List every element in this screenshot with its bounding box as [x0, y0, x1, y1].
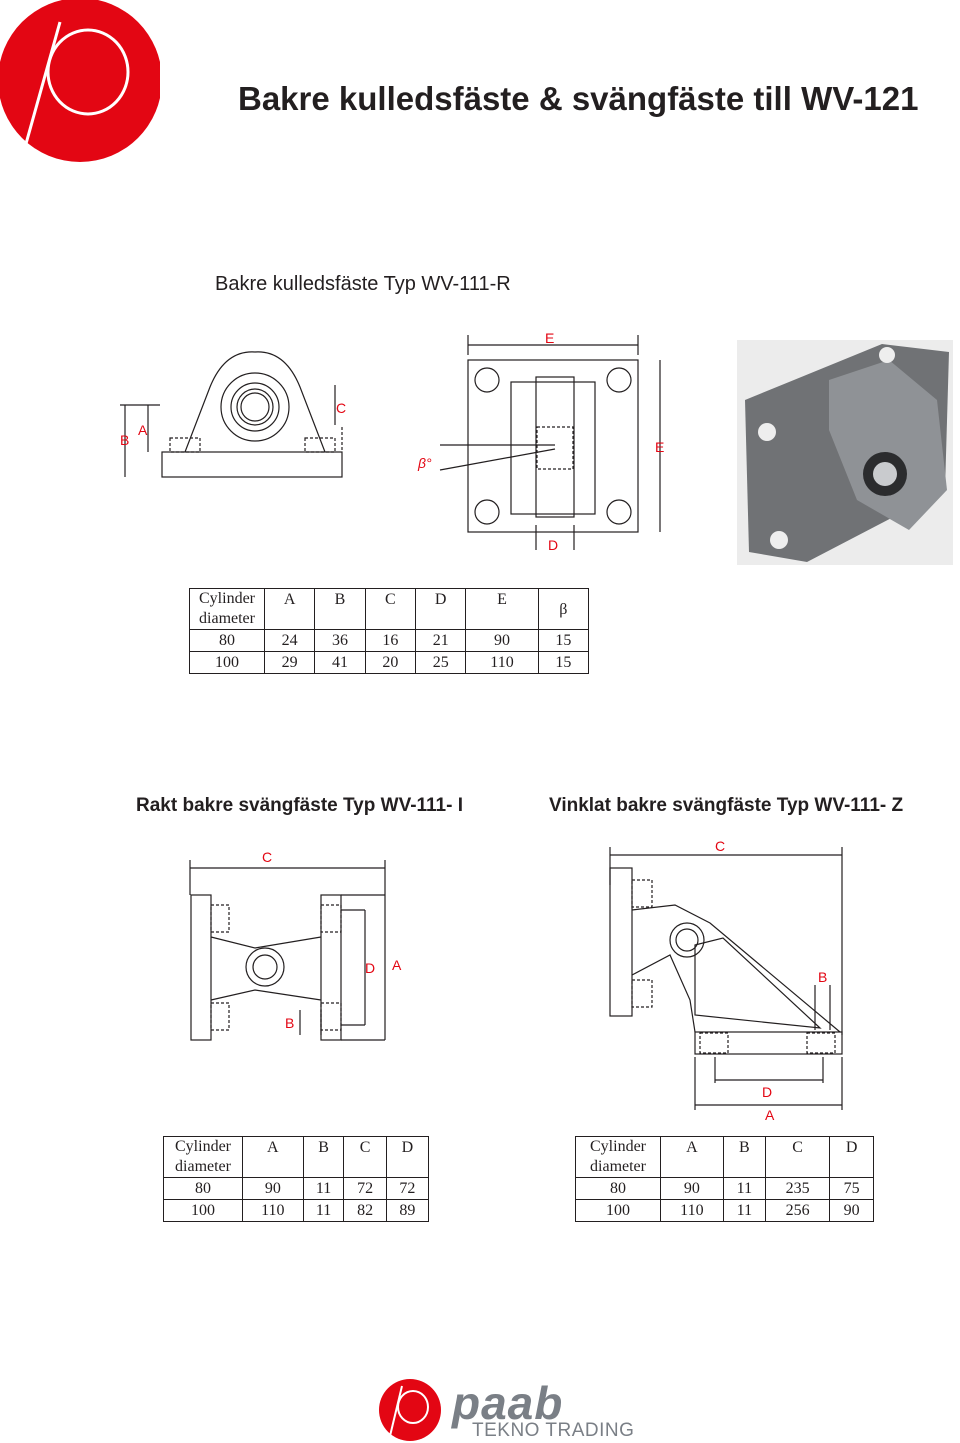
- bracket-photo: [737, 340, 953, 565]
- table-cell: 11: [723, 1200, 765, 1222]
- header-cylinder: Cylinder: [199, 590, 255, 607]
- dim-label-d: D: [762, 1084, 773, 1100]
- table-row: [164, 1200, 429, 1222]
- dim-label-beta: β°: [418, 455, 432, 471]
- table-row: [190, 652, 589, 674]
- table-cell: 15: [538, 630, 588, 652]
- header-cylinder: Cylinder: [175, 1138, 231, 1155]
- dim-label-b: B: [285, 1015, 295, 1031]
- table-cell: 110: [243, 1200, 304, 1222]
- angled-swivel-drawing: [595, 835, 865, 1125]
- dim-label-c: C: [262, 849, 273, 865]
- table-cell: 90: [243, 1178, 304, 1200]
- dim-label-b: B: [818, 969, 828, 985]
- table-row: [190, 630, 589, 652]
- dim-label-a: A: [392, 957, 402, 973]
- dim-label-c: C: [715, 838, 726, 854]
- table-cell: 89: [386, 1200, 428, 1222]
- page-title: Bakre kulledsfäste & svängfäste till WV-121: [238, 80, 919, 117]
- table-cell: 11: [303, 1200, 344, 1222]
- table-cell: 21: [416, 630, 466, 652]
- header-c: C: [365, 589, 415, 630]
- footer-logo-tagline: TEKNO TRADING: [472, 1420, 635, 1441]
- table-cell: 100: [190, 652, 265, 674]
- header-diameter: diameter: [199, 610, 255, 627]
- header-a: A: [243, 1137, 304, 1178]
- table-cell: 80: [576, 1178, 661, 1200]
- table-cell: 11: [303, 1178, 344, 1200]
- footer-logo-brand: paab: [452, 1377, 564, 1429]
- table-cell: 100: [164, 1200, 243, 1222]
- table-cell: 100: [576, 1200, 661, 1222]
- table-cell: 75: [830, 1178, 874, 1200]
- table-cell: 235: [765, 1178, 829, 1200]
- header-e: E: [466, 589, 538, 630]
- header-c: C: [344, 1137, 386, 1178]
- ball-joint-drawing: [110, 325, 670, 560]
- table-row: [576, 1178, 874, 1200]
- table-cell: 11: [723, 1178, 765, 1200]
- footer-logo-mark: [378, 1378, 442, 1442]
- dim-label-a: A: [765, 1107, 775, 1123]
- dim-label-e-top: E: [545, 330, 555, 346]
- table-cell: 90: [830, 1200, 874, 1222]
- table-cell: 80: [190, 630, 265, 652]
- table-cell: 80: [164, 1178, 243, 1200]
- dim-label-b: B: [120, 432, 130, 448]
- dim-label-e-side: E: [655, 439, 665, 455]
- table-cell: 41: [315, 652, 365, 674]
- dim-label-d: D: [548, 537, 559, 553]
- header-d: D: [830, 1137, 874, 1178]
- table-cell: 25: [416, 652, 466, 674]
- ball-joint-spec-table: [189, 588, 589, 674]
- section3-heading: Vinklat bakre svängfäste Typ WV-111- Z: [549, 795, 904, 816]
- table-cell: 90: [661, 1178, 724, 1200]
- table-cell: 90: [466, 630, 538, 652]
- header-beta: β: [538, 589, 588, 630]
- header-b: B: [315, 589, 365, 630]
- header-c: C: [765, 1137, 829, 1178]
- header-d: D: [386, 1137, 428, 1178]
- table-cell: 16: [365, 630, 415, 652]
- header-diameter: diameter: [175, 1158, 231, 1175]
- table-cell: 29: [265, 652, 315, 674]
- table-row: [164, 1178, 429, 1200]
- straight-swivel-drawing: [180, 840, 420, 1050]
- header-d: D: [416, 589, 466, 630]
- table-cell: 24: [265, 630, 315, 652]
- table-cell: 82: [344, 1200, 386, 1222]
- straight-swivel-spec-table: [163, 1136, 429, 1222]
- section2-heading: Rakt bakre svängfäste Typ WV-111- I: [136, 795, 464, 816]
- dim-label-c: C: [336, 400, 347, 416]
- table-cell: 110: [466, 652, 538, 674]
- table-cell: 72: [344, 1178, 386, 1200]
- table-cell: 256: [765, 1200, 829, 1222]
- header-b: B: [303, 1137, 344, 1178]
- table-cell: 36: [315, 630, 365, 652]
- header-a: A: [265, 589, 315, 630]
- table-cell: 15: [538, 652, 588, 674]
- header-diameter: diameter: [590, 1158, 646, 1175]
- table-row: [576, 1200, 874, 1222]
- header-cylinder: Cylinder: [590, 1138, 646, 1155]
- table-cell: 72: [386, 1178, 428, 1200]
- dim-label-d: D: [365, 960, 376, 976]
- header-a: A: [661, 1137, 724, 1178]
- dim-label-a: A: [138, 422, 148, 438]
- table-cell: 110: [661, 1200, 724, 1222]
- header-b: B: [723, 1137, 765, 1178]
- section1-heading: Bakre kulledsfäste Typ WV-111-R: [215, 273, 511, 295]
- angled-swivel-spec-table: [575, 1136, 874, 1222]
- table-cell: 20: [365, 652, 415, 674]
- corner-logo: [0, 0, 160, 165]
